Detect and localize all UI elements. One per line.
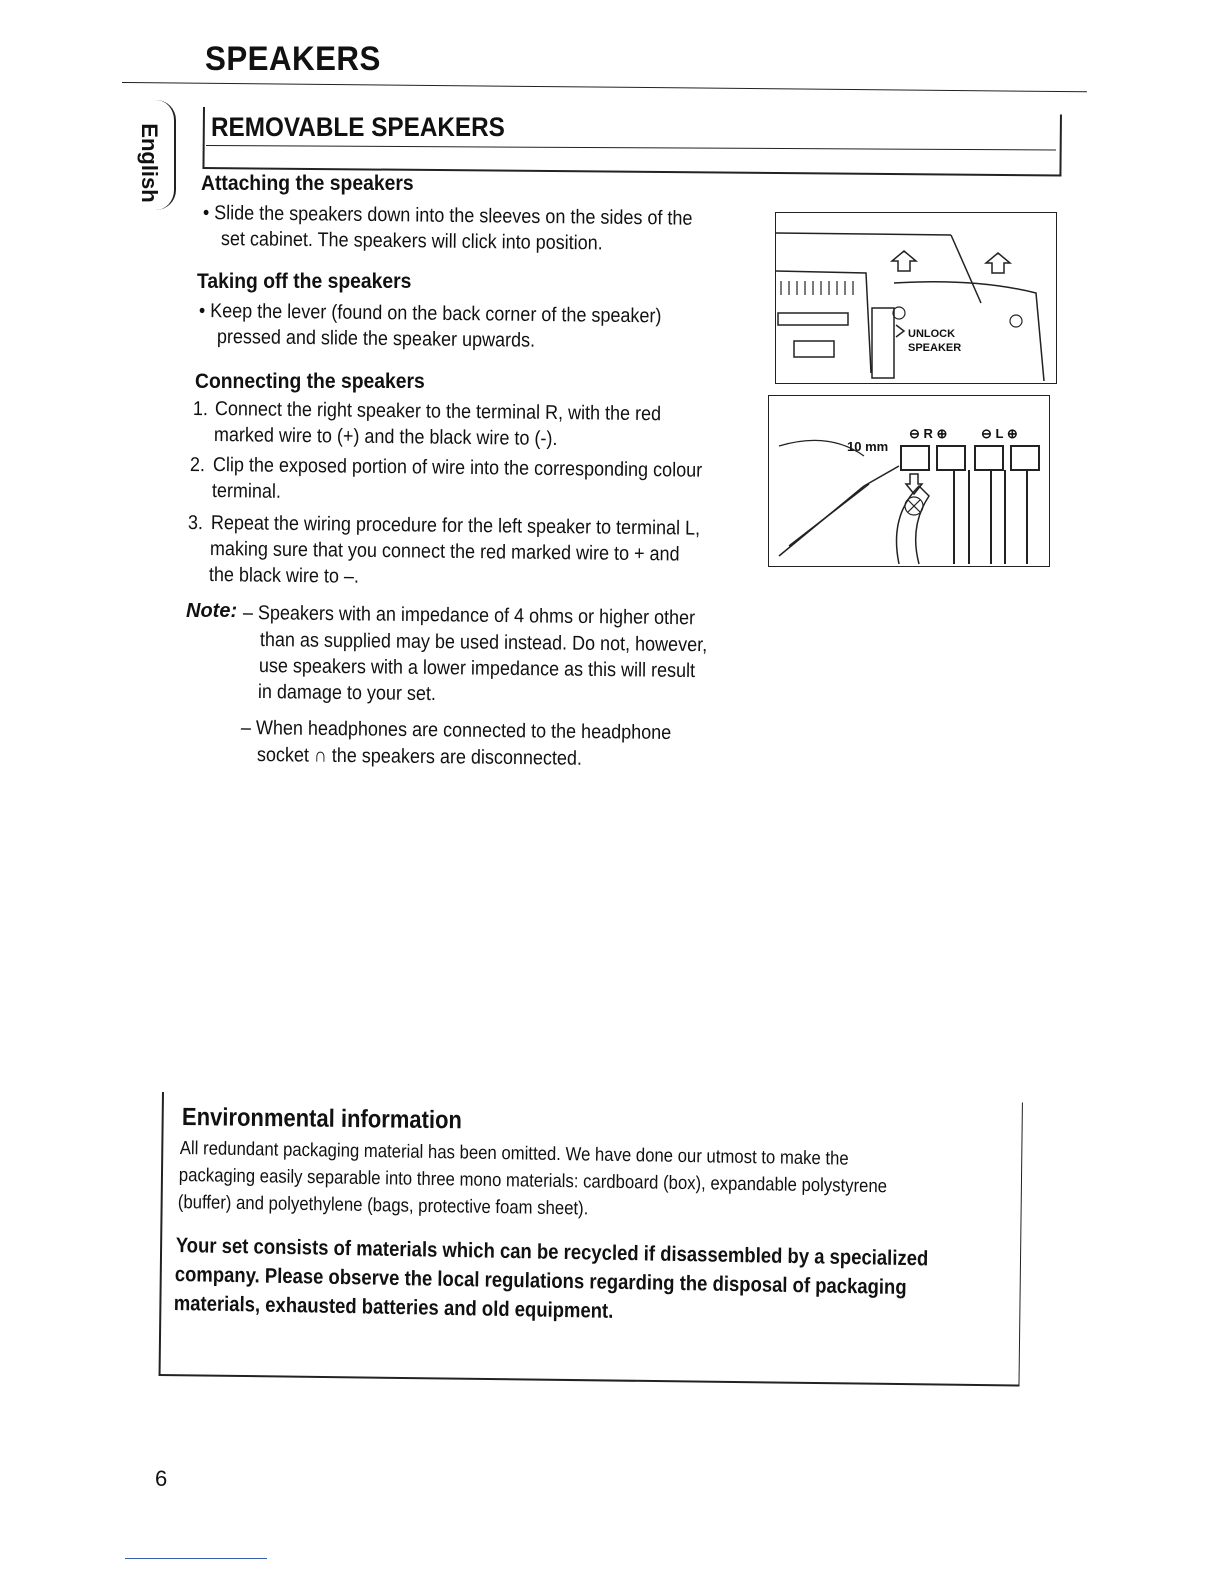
- step-3-line3: the black wire to –.: [208, 563, 360, 588]
- figure-speaker-terminals: [768, 395, 1050, 567]
- footer-rule: [125, 1558, 267, 1559]
- env-paragraph1-line3: (buffer) and polyethylene (bags, protective foam sheet).: [177, 1191, 589, 1220]
- connecting-heading: Connecting the speakers: [195, 370, 425, 393]
- terminal-r-label: ⊖ R ⊕: [909, 426, 948, 441]
- note-item1-line4: in damage to your set.: [257, 680, 437, 706]
- terminal-l-label: ⊖ L ⊕: [981, 426, 1018, 441]
- measure-label: 10 mm: [847, 439, 889, 454]
- taking-off-bullet: • Keep the lever (found on the back corner of the speaker): [198, 299, 662, 328]
- step-3-number: 3.: [187, 511, 203, 535]
- environmental-title: Environmental information: [181, 1103, 463, 1135]
- unlock-label: UNLOCK: [908, 328, 956, 340]
- env-paragraph1-line2: packaging easily separable into three mono materials: cardboard (box), expandable polystyrene: [178, 1164, 888, 1198]
- note-item1-line2: than as supplied may be used instead. Do not, however,: [259, 628, 708, 657]
- section-title: REMOVABLE SPEAKERS: [211, 112, 505, 142]
- title-rule: [122, 82, 1087, 92]
- step-3-line1: Repeat the wiring procedure for the left speaker to terminal L,: [210, 511, 701, 540]
- step-2-line2: terminal.: [211, 479, 282, 503]
- page-number: 6: [155, 1466, 168, 1491]
- page-title: SPEAKERS: [205, 40, 381, 78]
- attaching-bullet-cont: set cabinet. The speakers will click into position.: [220, 227, 603, 255]
- env-paragraph1-line1: All redundant packaging material has been omitted. We have done our utmost to make the: [179, 1137, 849, 1170]
- note-item1-line3: use speakers with a lower impedance as this will result: [258, 654, 696, 683]
- step-3-line2: making sure that you connect the red marked wire to + and: [209, 537, 680, 566]
- unlock-speaker-illustration: [776, 213, 1056, 383]
- note-item2-line1: – When headphones are connected to the headphone: [240, 716, 672, 745]
- language-tab-label: English: [137, 123, 162, 203]
- attaching-heading: Attaching the speakers: [201, 172, 414, 195]
- speaker-label: SPEAKER: [908, 342, 962, 354]
- step-1-line2: marked wire to (+) and the black wire to (-).: [213, 423, 558, 450]
- env-paragraph2-line2: company. Please observe the local regulations regarding the disposal of packaging: [174, 1262, 907, 1300]
- taking-off-heading: Taking off the speakers: [197, 270, 412, 293]
- taking-off-bullet-cont: pressed and slide the speaker upwards.: [216, 325, 536, 352]
- step-1-line1: Connect the right speaker to the terminal R, with the red: [214, 397, 662, 426]
- step-2-line1: Clip the exposed portion of wire into the corresponding colour: [212, 453, 703, 482]
- note-item2-line2: socket ∩ the speakers are disconnected.: [256, 743, 583, 770]
- figure-unlock-speaker: [775, 212, 1057, 384]
- attaching-bullet: • Slide the speakers down into the sleeves on the sides of the: [202, 201, 693, 230]
- terminals-illustration: [769, 396, 1049, 566]
- note-item1-line1: – Speakers with an impedance of 4 ohms or higher other: [242, 601, 696, 630]
- step-2-number: 2.: [189, 453, 205, 477]
- env-paragraph2-line1: Your set consists of materials which can be recycled if disassembled by a specialized: [175, 1233, 929, 1271]
- step-1-number: 1.: [192, 397, 208, 421]
- note-label: Note:: [186, 600, 238, 622]
- env-paragraph2-line3: materials, exhausted batteries and old equipment.: [173, 1291, 614, 1323]
